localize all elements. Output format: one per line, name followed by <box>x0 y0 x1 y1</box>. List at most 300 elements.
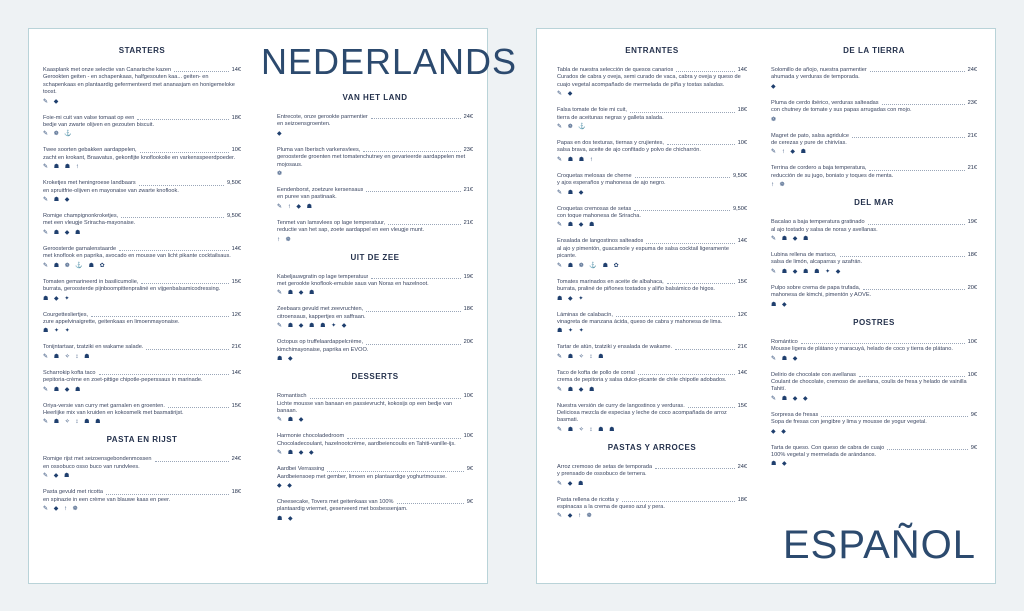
dot-leader <box>168 407 229 408</box>
allergen-icons: ✎ ☗ ☗ ↑ <box>43 164 81 171</box>
allergen-icons: ✎ ☗ ◆ <box>557 189 586 196</box>
dish-description: geroosterde groenten met tomatenchutney en gevarieerde aardappelen met mojosaus. <box>277 154 466 168</box>
dish-description: zacht en krokant, Braavatus, gekonfijte knoflookolie en varkensspeerdpoeder. <box>43 154 236 161</box>
allergen-icons: ☗ ✦ ✦ <box>43 328 72 335</box>
allergen-icons: ✎ ☗ ❁ ⚓ ☗ ✿ <box>43 262 107 269</box>
allergen-icons: ✎ ☗ ◆ <box>277 417 306 424</box>
section-mar <box>771 219 977 309</box>
menu-item <box>771 372 977 404</box>
menu-item <box>43 213 241 238</box>
dish-name: Harmonie chocoladedroom <box>277 433 345 440</box>
dish-description: Mousse ligera de plátano y maracuyá, helado de coco y tierra de plátano. <box>771 346 953 353</box>
dot-leader <box>655 468 735 469</box>
dish-name: Pulpo sobre crema de papa trufada, <box>771 284 861 291</box>
dish-price: 15€ <box>231 402 241 409</box>
dish-price: 12€ <box>231 311 241 318</box>
dot-leader <box>119 250 229 251</box>
menu-item-line <box>277 187 473 194</box>
dish-description: zure appelvinaigrette, geitenkaas en limoenmayonaise. <box>43 318 180 325</box>
section-desserts <box>277 393 473 524</box>
dish-price: 10€ <box>231 147 241 154</box>
dish-description: met knoflook en paprika, avocado en mousse van licht pikante cocktailsaus. <box>43 253 231 260</box>
menu-item-line <box>771 252 977 259</box>
allergen-icons: ◆ ◆ <box>771 428 788 435</box>
dish-description: y prensado de ossobuco de ternera. <box>557 471 647 478</box>
dish-description: met gerookte knoflook-emulsie saus van Noras en hazelnoot. <box>277 281 429 288</box>
menu-item-line <box>43 147 241 154</box>
allergen-icons: ☗ ◆ <box>771 461 789 468</box>
allergen-icons: ✎ ☗ ◆ ◆ <box>771 395 810 402</box>
menu-item <box>43 403 241 428</box>
menu-item <box>557 107 747 132</box>
dot-leader <box>91 316 229 317</box>
section-pasta <box>43 456 241 514</box>
allergen-icons: ✎ ☗ ✧ ↕ ☗ ☗ <box>557 426 617 433</box>
menu-item <box>771 252 977 277</box>
dish-description: Curados de cabra y oveja, semi curado de vaca, cabra y oveja y queso de cuajo vegetal acompañado de mermelada de piña y tostas saladas. <box>557 74 741 88</box>
dish-price: 19€ <box>967 219 977 226</box>
dish-price: 24€ <box>463 114 473 120</box>
dot-leader <box>676 71 734 72</box>
allergen-icons: ✎ ❁ ⚓ <box>557 124 588 131</box>
dish-price: 9€ <box>466 466 473 473</box>
dish-price: 21€ <box>463 187 473 194</box>
dot-leader <box>99 374 229 375</box>
menu-column-left <box>557 46 747 529</box>
menu-column-right <box>771 46 977 477</box>
dish-description: con chutney de tomate y sus papas arrugadas con mojo. <box>771 107 912 114</box>
allergen-icons: ✎ ☗ ◆ <box>771 355 800 362</box>
dish-price: 18€ <box>231 489 241 496</box>
menu-item-line <box>557 107 747 114</box>
allergen-icons: ↑ ❁ <box>771 182 787 189</box>
menu-item <box>43 312 241 337</box>
dish-name: Bacalao a baja temperatura gratinado <box>771 219 865 226</box>
language-title: NEDERLANDS <box>261 41 518 82</box>
dish-description: en seizoensgroenten. <box>277 121 331 128</box>
dot-leader <box>366 191 460 192</box>
dish-description: Sopa de fresas con jengibre y lima y mousse de yogur vegetal. <box>771 419 927 426</box>
allergen-icons: ✎ ↑ ◆ ☗ <box>277 203 315 210</box>
menu-item-line <box>43 246 241 253</box>
allergen-icons: ✎ ☗ ◆ ☗ <box>557 386 597 393</box>
dish-description: de cerezas y pure de chirivías. <box>771 140 847 147</box>
menu-item <box>277 499 473 524</box>
dish-description: salsa brava, aceite de ajo confitado y polvo de chicharrón. <box>557 147 701 154</box>
dot-leader <box>371 278 460 279</box>
dish-price: 14€ <box>737 67 747 73</box>
menu-item-line <box>43 67 241 74</box>
dish-name: Ensalada de langostinos salteados <box>557 238 644 245</box>
menu-item-line <box>557 67 747 74</box>
section-heading: STARTERS <box>118 46 166 55</box>
menu-item <box>557 312 747 337</box>
dish-price: 18€ <box>231 114 241 121</box>
dish-description: salsa de limón, alcaparras y azafrán. <box>771 259 863 266</box>
allergen-icons: ✎ ☗ ◆ <box>43 197 72 204</box>
menu-item-line <box>43 312 241 319</box>
menu-item <box>557 464 747 489</box>
menu-item <box>277 114 473 139</box>
dot-leader <box>634 210 730 211</box>
dish-name: Lubina rellena de marisco, <box>771 252 837 259</box>
dish-name: Cheesecake, Tovers met geitenkaas van 100% <box>277 498 394 505</box>
dish-description: Deliciosa mezcla de especias y leche de coco acompañada de arroz basmati. <box>557 409 727 424</box>
menu-item-line <box>557 173 747 180</box>
dish-description: Heerlijke mix van kruiden en kokosmelk met basmatirijst. <box>43 409 184 416</box>
menu-item <box>557 238 747 270</box>
menu-item-line <box>43 279 241 286</box>
menu-item-line <box>277 114 473 121</box>
allergen-icons: ✎ ☗ ◆ ☗ <box>771 236 811 243</box>
dish-description: pepitoria-crème en zoet-pittige chipotle-peperssaus in marinade. <box>43 377 203 384</box>
menu-item-line <box>43 344 241 351</box>
dish-price: 23€ <box>463 146 473 153</box>
dish-name: Falsa tomate de foie mi cuit, <box>557 107 627 114</box>
allergen-icons: ✎ ☗ ❁ ⚓ ☗ ✿ <box>557 262 621 269</box>
dish-price: 21€ <box>231 344 241 351</box>
dish-description: Chocoladecoulant, hazelnootcrème, aardbeiencoulis en Tahiti-vanille-ijs. <box>277 440 456 447</box>
dish-name: Tomaten gemarineerd in basilicumolie, <box>43 278 139 285</box>
dot-leader <box>887 449 968 450</box>
menu-item <box>557 403 747 435</box>
allergen-icons: ❁ <box>771 116 779 123</box>
dish-name: Aardbei Verrassing <box>277 466 325 473</box>
dish-name: Romige champignonkroketjes, <box>43 213 119 220</box>
section-heading: VAN HET LAND <box>342 93 408 102</box>
dish-price: 14€ <box>737 369 747 376</box>
allergen-icons: ✎ ☗ ✧ ↕ ☗ <box>43 353 92 360</box>
language-title: ESPAÑOL <box>783 523 976 567</box>
dish-name: Magret de pato, salsa agridulce <box>771 132 850 139</box>
dish-description: bedje van zwarte olijven en gezouten biscuit. <box>43 122 155 129</box>
dish-price: 14€ <box>231 245 241 252</box>
menu-item <box>277 220 473 245</box>
section-heading: POSTRES <box>853 317 895 327</box>
dish-name: Tarta de queso. Con queso de cabra de cuajo <box>771 444 885 451</box>
menu-item-line <box>277 466 473 473</box>
allergen-icons: ☗ ◆ <box>277 515 295 522</box>
dot-leader <box>675 349 735 350</box>
allergen-icons: ✎ ☗ ◆ ◆ <box>277 450 316 457</box>
allergen-icons: ✎ ☗ ✧ ↕ ☗ <box>557 353 606 360</box>
menu-item-line <box>277 339 473 346</box>
dish-price: 10€ <box>967 338 977 345</box>
allergen-icons: ✎ ☗ ◆ ☗ <box>43 386 83 393</box>
dot-leader <box>688 407 735 408</box>
menu-item <box>557 173 747 198</box>
allergen-icons: ✎ ☗ ✧ ↕ ☗ ☗ <box>43 419 103 426</box>
dish-price: 20€ <box>967 284 977 291</box>
dish-description: mahonesa de kimchi, pimentón y AOVE. <box>771 292 872 299</box>
dish-price: 10€ <box>967 371 977 378</box>
dish-description: reductie van het sap, zoete aardappel en een vleugje munt. <box>277 227 425 234</box>
dish-description: kimchimayonaise, paprika en EVOO. <box>277 346 369 353</box>
menu-item <box>43 370 241 395</box>
section-heading: PASTAS Y ARROCES <box>607 442 697 452</box>
dish-name: Terrina de cordero a baja temperatura, <box>771 165 867 172</box>
dish-name: Tenmet van lamsvlees op lage temperatuur, <box>277 219 386 226</box>
dish-name: Solomillo de añojo, nuestra parmentier <box>771 67 867 73</box>
dot-leader <box>870 71 965 72</box>
section-entrantes <box>557 67 747 435</box>
menu-item <box>557 370 747 395</box>
menu-item-line <box>557 140 747 147</box>
menu-item-line <box>771 67 977 74</box>
menu-item-line <box>277 274 473 281</box>
menu-item <box>43 147 241 172</box>
dish-name: Entrecote, onze gerookte parmentier <box>277 114 368 120</box>
dot-leader <box>366 311 461 312</box>
dish-price: 19€ <box>463 273 473 280</box>
menu-item <box>771 67 977 92</box>
dish-price: 24€ <box>231 456 241 463</box>
menu-item-line <box>43 115 241 122</box>
dish-description: citroensaus, kappertjes en saffraan. <box>277 313 366 320</box>
dish-price: 9,50€ <box>227 213 241 220</box>
menu-item <box>771 412 977 437</box>
dot-leader <box>616 316 735 317</box>
menu-item-line <box>277 393 473 400</box>
dish-price: 21€ <box>967 132 977 139</box>
dish-description: al ajo tostado y salsa de noras y avellanas. <box>771 226 878 233</box>
menu-item <box>771 219 977 244</box>
dish-name: Geroosterde garnalenstaarde <box>43 245 117 252</box>
dish-name: Kabeljauwgratin op lage temperatuur <box>277 273 369 280</box>
menu-item <box>771 285 977 310</box>
menu-item <box>771 445 977 470</box>
menu-item-line <box>557 206 747 213</box>
menu-item-line <box>557 464 747 471</box>
dish-name: Delirio de chocolate con avellanas <box>771 371 856 378</box>
menu-page-dutch <box>28 28 518 584</box>
dot-leader <box>141 283 228 284</box>
menu-item-line <box>43 456 241 463</box>
menu-item-line <box>771 412 977 419</box>
dot-leader <box>801 343 965 344</box>
dish-description: con toque mahonesa de Sriracha. <box>557 213 641 220</box>
section-postres <box>771 339 977 470</box>
dish-price: 15€ <box>231 278 241 285</box>
dish-price: 15€ <box>737 402 747 409</box>
menu-column-left <box>43 46 241 522</box>
allergen-icons: ✎ ☗ ☗ ↑ <box>557 156 595 163</box>
dish-name: Arroz cremoso de setas de temporada <box>557 463 653 470</box>
section-tierra <box>771 67 977 190</box>
menu-item-line <box>771 372 977 379</box>
menu-item <box>43 279 241 304</box>
dish-name: Tartar de atún, tzatziki y ensalada de wakame. <box>557 344 673 351</box>
section-sea <box>277 274 473 364</box>
allergen-icons: ☗ ◆ ✦ <box>557 295 586 302</box>
dish-description: burrata, geroosterde pijnboompittenpraliné en vijgenbalsamicodressing. <box>43 286 221 293</box>
menu-item-line <box>771 445 977 452</box>
dish-name: Romántico <box>771 338 798 345</box>
dot-leader <box>327 471 464 472</box>
dish-price: 18€ <box>967 252 977 259</box>
menu-column-right <box>277 93 473 532</box>
dish-price: 18€ <box>737 107 747 114</box>
dish-price: 20€ <box>463 339 473 346</box>
allergen-icons: ✎ ◆ ☗ <box>43 473 72 480</box>
allergen-icons: ◆ <box>277 130 284 137</box>
dish-name: Papas en dos texturas, tiernas y crujientes, <box>557 140 664 147</box>
dot-leader <box>146 349 228 350</box>
dish-description: met een vleugje Sriracha-mayonaise. <box>43 220 136 227</box>
section-starters <box>43 67 241 427</box>
section-heading: PASTA EN RIJST <box>106 435 178 445</box>
allergen-icons: ◆ <box>771 83 778 90</box>
menu-item-line <box>277 220 473 227</box>
dish-description: en ossobuco osso buco van rundvlees. <box>43 463 140 470</box>
menu-item-line <box>771 219 977 226</box>
menu-item <box>557 497 747 522</box>
allergen-icons: ✎ ◆ ↑ ❁ <box>43 505 80 512</box>
dish-description: Gerookten geiten - en schapenkaas, halfgesouten kaa... geiten- en schapenkaas en plantaardig gefermenteerd met ananasjam en honigemeloke toost. <box>43 74 235 96</box>
menu-item <box>277 187 473 212</box>
dish-price: 21€ <box>737 344 747 351</box>
dish-name: Kroketjes met heningroese landbaars <box>43 180 136 187</box>
dish-description: Coulant de chocolate, cremoso de avellana, coulis de fresa y helado de vainilla Tahití. <box>771 378 967 393</box>
section-heading: UIT DE ZEE <box>350 252 400 262</box>
dish-price: 21€ <box>463 219 473 226</box>
dish-name: Sorpresa de fresas <box>771 411 819 418</box>
dot-leader <box>174 71 229 72</box>
dish-name: Courgettesliertjes, <box>43 311 89 318</box>
dish-price: 14€ <box>737 238 747 245</box>
dish-description: 100% vegetal y mermelada de arándanos. <box>771 451 877 458</box>
dish-description: plantaardig vriermet, geserveerd met bosbessenjam. <box>277 506 408 513</box>
dot-leader <box>347 438 460 439</box>
dish-price: 12€ <box>737 311 747 318</box>
dish-description: tierra de aceitunas negras y galleta salada. <box>557 114 664 121</box>
menu-item <box>43 489 241 514</box>
allergen-icons: ☗ ◆ <box>771 301 789 308</box>
allergen-icons: ☗ ◆ <box>277 356 295 363</box>
menu-item-line <box>43 370 241 377</box>
section-pastas <box>557 464 747 522</box>
allergen-icons: ✎ ◆ ☗ <box>557 480 586 487</box>
menu-item <box>277 306 473 331</box>
dish-description: reducción de su jugo, boniato y toques de menta. <box>771 172 894 179</box>
menu-item <box>277 433 473 458</box>
dish-name: Croquetas cremosas de setas <box>557 205 632 212</box>
dish-name: Taco de kofta de pollo de corral <box>557 369 635 376</box>
dish-price: 18€ <box>737 496 747 503</box>
menu-item <box>557 279 747 304</box>
dot-leader <box>635 177 730 178</box>
dish-description: en puree van pastinaak. <box>277 194 337 201</box>
dot-leader <box>852 137 965 138</box>
dish-name: Octopus op truffelaardappelcrème, <box>277 339 364 346</box>
dish-description: burrata, praliné de piñones tostados y aliño balsámico de higos. <box>557 286 715 293</box>
dish-description: Lichte mousse van banaan en passievrucht, kokosijs op een bedje van banaan. <box>277 400 453 414</box>
menu-item-line <box>43 403 241 410</box>
dish-description: espinacas a la crema de queso azul y pera. <box>557 503 665 510</box>
menu-item-line <box>557 497 747 504</box>
menu-item <box>277 147 473 179</box>
dot-leader <box>137 119 228 120</box>
allergen-icons: ☗ ◆ ✦ <box>43 295 72 302</box>
dish-description: y ajos esperaños y mahonesa de ajo negro. <box>557 180 666 187</box>
dish-name: Pasta rellena de ricotta y <box>557 496 619 503</box>
menu-item-line <box>771 285 977 292</box>
dish-name: Croquetas melosas de cherne <box>557 172 632 179</box>
dot-leader <box>859 376 965 377</box>
allergen-icons: ✎ ☗ ◆ ☗ <box>43 229 83 236</box>
dot-leader <box>366 344 461 345</box>
section-heading: DEL MAR <box>854 198 894 208</box>
dot-leader <box>868 224 965 225</box>
allergen-icons: ✎ ☗ ◆ ☗ <box>277 290 317 297</box>
menu-item <box>557 67 747 99</box>
allergen-icons: ✎ ☗ ◆ ☗ <box>557 222 597 229</box>
menu-item <box>277 393 473 425</box>
dish-price: 24€ <box>967 67 977 73</box>
dot-leader <box>310 398 461 399</box>
dish-price: 10€ <box>463 433 473 440</box>
menu-item-line <box>277 306 473 313</box>
dish-name: Romige rijst met seizoensgebondenmossen <box>43 456 152 463</box>
dish-price: 9,50€ <box>227 180 241 187</box>
dot-leader <box>363 151 460 152</box>
allergen-icons: ↑ ❁ <box>277 236 293 243</box>
dot-leader <box>882 104 965 105</box>
menu-item-line <box>277 147 473 154</box>
dish-name: Tomates marinados en aceite de albahaca, <box>557 278 664 285</box>
dot-leader <box>667 144 735 145</box>
dish-name: Twee soorten gebakken aardappelen, <box>43 147 137 154</box>
allergen-icons: ✎ ☗ ◆ ☗ ☗ ✦ ◆ <box>771 268 843 275</box>
menu-item <box>277 274 473 299</box>
menu-item-line <box>557 312 747 319</box>
dish-price: 24€ <box>737 463 747 470</box>
allergen-icons: ☗ ✦ ✦ <box>557 328 586 335</box>
dish-name: Romantisch <box>277 393 307 400</box>
menu-item-line <box>771 100 977 107</box>
dish-price: 9,50€ <box>733 205 747 212</box>
menu-item <box>771 133 977 158</box>
dish-price: 10€ <box>737 140 747 147</box>
menu-item <box>43 456 241 481</box>
menu-item <box>43 67 241 107</box>
menu-item-line <box>277 499 473 506</box>
dish-name: Pluma van Iberisch varkensvlees, <box>277 146 361 153</box>
dish-price: 18€ <box>463 306 473 313</box>
menu-item <box>43 344 241 361</box>
menu-item <box>557 140 747 165</box>
menu-item-line <box>557 238 747 245</box>
dish-price: 14€ <box>231 369 241 376</box>
dish-description: en spruitfrie-olijven en mayonaise van zwarte knoflook. <box>43 187 179 194</box>
allergen-icons: ❁ <box>277 171 285 178</box>
dish-name: Láminas de calabacín, <box>557 311 613 318</box>
allergen-icons: ✎ ◆ <box>43 98 61 105</box>
menu-item-line <box>557 403 747 410</box>
dot-leader <box>121 217 224 218</box>
menu-item <box>771 100 977 125</box>
dot-leader <box>869 170 964 171</box>
menu-item-line <box>771 165 977 172</box>
dot-leader <box>388 224 460 225</box>
menu-item <box>277 339 473 364</box>
dish-price: 21€ <box>967 165 977 172</box>
dish-name: Zeebaars gevuld met zeevruchten, <box>277 306 364 313</box>
dish-price: 9€ <box>466 498 473 505</box>
menu-item-line <box>277 433 473 440</box>
dish-name: Scharrokip kofta taco <box>43 369 96 376</box>
menu-item <box>43 180 241 205</box>
